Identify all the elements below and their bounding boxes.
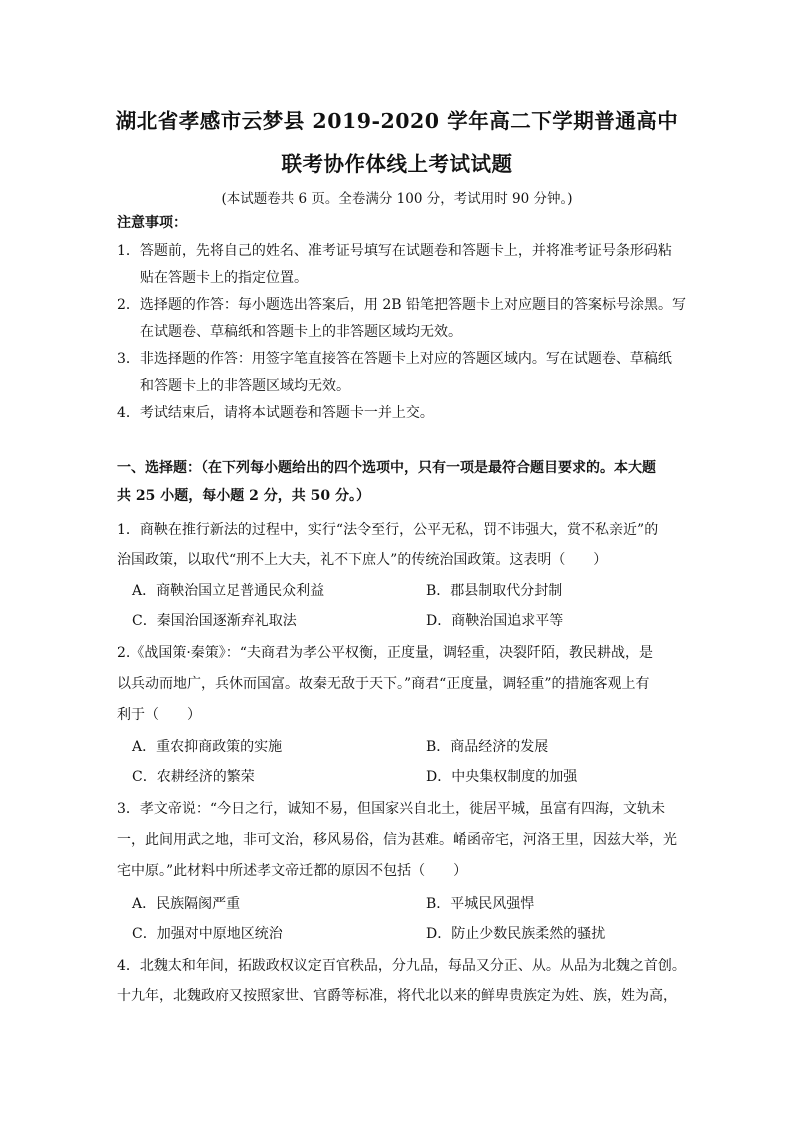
question-1-option-a: A．商鞅治国立足普通民众利益 bbox=[132, 583, 325, 599]
notes-line: 1．答题前，先将自己的姓名、准考证号填写在试题卷和答题卡上，并将准考证号条形码粘 bbox=[117, 243, 672, 259]
question-3-text: 3．孝文帝说：“今日之行，诚知不易，但国家兴自北土，徙居平城，虽富有四海，文轨未 bbox=[117, 801, 666, 817]
question-2-option-b: B．商品经济的发展 bbox=[426, 739, 549, 755]
notes-line: 贴在答题卡上的指定位置。 bbox=[140, 270, 308, 286]
question-2-text: 利于（ ） bbox=[117, 707, 201, 723]
notes-line: 4．考试结束后，请将本试题卷和答题卡一并上交。 bbox=[117, 405, 434, 421]
question-4-text: 4．北魏太和年间，拓跋政权议定百官秩品，分九品，每品又分正、从。从品为北魏之首创。 bbox=[117, 958, 686, 974]
question-3-option-b: B．平城民风强悍 bbox=[426, 896, 535, 912]
page-title-line-2: 联考协作体线上考试试题 bbox=[281, 152, 513, 176]
question-2-option-a: A．重农抑商政策的实施 bbox=[132, 739, 283, 755]
page-title-line-1: 湖北省孝感市云梦县 2019-2020 学年高二下学期普通高中 bbox=[115, 109, 679, 133]
question-1-text: 1．商鞅在推行新法的过程中，实行“法令至行，公平无私，罚不讳强大，赏不私亲近”的 bbox=[117, 522, 659, 538]
question-1-option-c: C．秦国治国逐渐弃礼取法 bbox=[132, 613, 297, 629]
question-3-option-d: D．防止少数民族柔然的骚扰 bbox=[426, 926, 606, 942]
question-1-option-b: B．郡县制取代分封制 bbox=[426, 583, 563, 599]
question-3-text: 一，此间用武之地，非可文治，移风易俗，信为甚难。崤函帝宅，河洛王里，因兹大举，光 bbox=[117, 832, 677, 848]
question-1-text: 治国政策，以取代“刑不上大夫，礼不下庶人”的传统治国政策。这表明（ ） bbox=[117, 552, 608, 568]
question-3-text: 宅中原。”此材料中所述孝文帝迁都的原因不包括（ ） bbox=[117, 863, 468, 879]
section-heading-line-1: 一、选择题：（在下列每小题给出的四个选项中，只有一项是最符合题目要求的。本大题 bbox=[117, 460, 656, 476]
question-2-option-d: D．中央集权制度的加强 bbox=[426, 769, 578, 785]
question-3-option-a: A．民族隔阂严重 bbox=[132, 896, 241, 912]
notes-line: 2．选择题的作答：每小题选出答案后，用 2B 铅笔把答题卡上对应题目的答案标号涂黑。写 bbox=[117, 297, 687, 313]
question-2-option-c: C．农耕经济的繁荣 bbox=[132, 769, 255, 785]
notes-line: 在试题卷、草稿纸和答题卡上的非答题区域均无效。 bbox=[140, 324, 462, 340]
question-3-option-c: C．加强对中原地区统治 bbox=[132, 926, 283, 942]
question-4-text: 十九年，北魏政府又按照家世、官爵等标准，将代北以来的鲜卑贵族定为姓、族，姓为高， bbox=[117, 988, 677, 1004]
notes-line: 3．非选择题的作答：用签字笔直接答在答题卡上对应的答题区域内。写在试题卷、草稿纸 bbox=[117, 351, 672, 367]
question-1-option-d: D．商鞅治国追求平等 bbox=[426, 613, 564, 629]
question-2-text: 以兵动而地广，兵休而国富。故秦无敌于天下。”商君“正度量，调轻重”的措施客观上有 bbox=[117, 676, 650, 692]
exam-instructions-subtitle: (本试题卷共 6 页。全卷满分 100 分，考试用时 90 分钟。) bbox=[221, 191, 573, 207]
section-heading-line-2: 共 25 小题，每小题 2 分，共 50 分。） bbox=[117, 488, 370, 504]
question-2-text: 2.《战国策·秦策》：“夫商君为孝公平权衡，正度量，调轻重，决裂阡陌，教民耕战，是 bbox=[117, 645, 653, 661]
notes-line: 和答题卡上的非答题区域均无效。 bbox=[140, 378, 350, 394]
notes-heading: 注意事项： bbox=[117, 215, 187, 231]
